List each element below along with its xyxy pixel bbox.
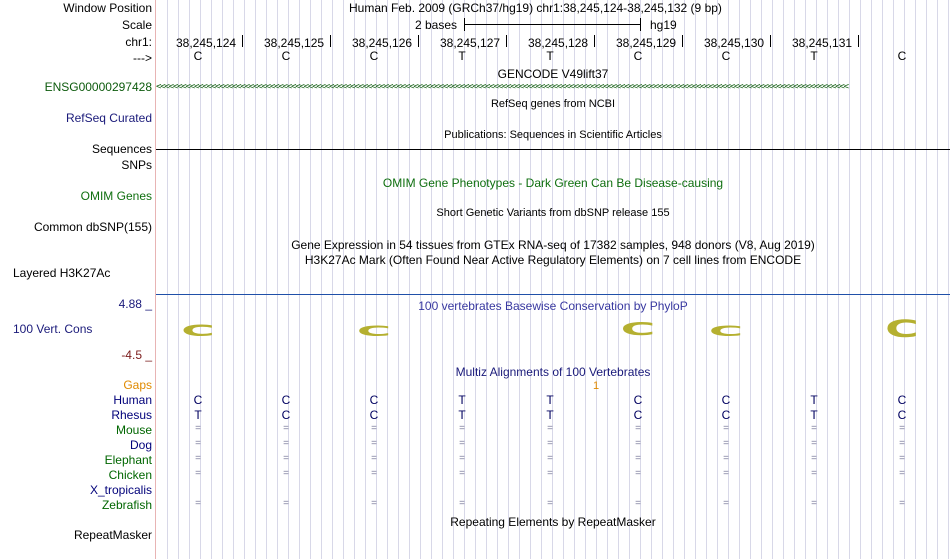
alignment-base: =: [723, 438, 729, 449]
reference-base: T: [458, 49, 466, 63]
coordinate-number: 38,245,127: [440, 36, 501, 50]
alignment-base: =: [371, 498, 377, 509]
alignment-base: T: [546, 393, 554, 407]
chrom-label: chr1:: [125, 35, 152, 49]
alignment-base: C: [633, 393, 643, 407]
species-label[interactable]: Mouse: [115, 423, 152, 437]
phylop-track-title: 100 vertebrates Basewise Conservation by PhyloP: [418, 299, 688, 313]
alignment-base: =: [459, 468, 465, 479]
alignment-base: T: [546, 408, 554, 422]
species-label[interactable]: Chicken: [108, 468, 152, 482]
alignment-base: =: [547, 438, 553, 449]
alignment-base: =: [283, 498, 289, 509]
reference-base: C: [633, 49, 643, 63]
alignment-base: =: [635, 438, 641, 449]
scale-label: Scale: [121, 18, 152, 32]
alignment-base: C: [281, 393, 291, 407]
coordinate-number: 38,245,126: [352, 36, 413, 50]
alignment-base: =: [459, 438, 465, 449]
alignment-base: =: [635, 453, 641, 464]
species-label[interactable]: Human: [113, 393, 152, 407]
conservation-letter: C: [885, 315, 919, 343]
alignment-base: C: [193, 393, 203, 407]
alignment-base: T: [458, 408, 466, 422]
alignment-base: =: [371, 423, 377, 434]
phylop-min-label: -4.5 _: [121, 348, 152, 362]
coordinate-tick: [418, 35, 419, 47]
alignment-base: T: [194, 408, 202, 422]
alignment-base: =: [547, 453, 553, 464]
alignment-base: =: [459, 453, 465, 464]
coordinate-tick: [242, 35, 243, 47]
strand-label: --->: [133, 51, 152, 65]
alignment-base: =: [635, 468, 641, 479]
repeatmasker-track-title: Repeating Elements by RepeatMasker: [450, 515, 656, 529]
window-position-value: Human Feb. 2009 (GRCh37/hg19) chr1:38,245,124-38,245,132 (9 bp): [349, 1, 722, 15]
refseq-curated-label[interactable]: RefSeq Curated: [65, 111, 152, 125]
alignment-base: =: [547, 498, 553, 509]
alignment-base: C: [369, 393, 379, 407]
alignment-base: =: [899, 423, 905, 434]
alignment-base: =: [899, 498, 905, 509]
layered-h3k27ac-label[interactable]: Layered H3K27Ac: [13, 266, 111, 280]
h3k27ac-track-title: H3K27Ac Mark (Often Found Near Active Regulatory Elements) on 7 cell lines from ENCODE: [304, 253, 802, 267]
alignment-base: =: [635, 423, 641, 434]
gap-count: 1: [593, 380, 600, 392]
alignment-base: C: [281, 408, 291, 422]
alignment-base: =: [811, 468, 817, 479]
alignment-base: =: [547, 468, 553, 479]
coordinate-tick: [506, 35, 507, 47]
coordinate-number: 38,245,129: [616, 36, 677, 50]
species-label[interactable]: Rhesus: [111, 408, 152, 422]
phylop-top-line: [156, 294, 950, 295]
gencode-track-title: GENCODE V49lift37: [497, 67, 609, 81]
alignment-base: =: [723, 423, 729, 434]
alignment-base: =: [811, 498, 817, 509]
alignment-base: =: [283, 438, 289, 449]
gaps-label[interactable]: Gaps: [123, 378, 152, 392]
alignment-base: =: [283, 468, 289, 479]
repeatmasker-label[interactable]: RepeatMasker: [73, 528, 152, 542]
alignment-base: =: [283, 423, 289, 434]
track-labels-panel: [0, 0, 156, 559]
snps-label[interactable]: SNPs: [121, 158, 152, 172]
alignment-base: C: [721, 393, 731, 407]
alignment-base: =: [195, 453, 201, 464]
species-label[interactable]: X_tropicalis: [89, 483, 152, 497]
alignment-base: =: [723, 453, 729, 464]
alignment-base: =: [195, 438, 201, 449]
coordinate-number: 38,245,125: [264, 36, 325, 50]
omim-genes-label[interactable]: OMIM Genes: [80, 189, 152, 203]
omim-track-title: OMIM Gene Phenotypes - Dark Green Can Be Disease-causing: [382, 176, 724, 190]
reference-base: C: [897, 49, 907, 63]
conservation-letter: C: [620, 319, 656, 340]
reference-base: C: [721, 49, 731, 63]
gencode-gene-label[interactable]: ENSG00000297428: [44, 80, 152, 94]
dbsnp-track-title: Short Genetic Variants from dbSNP release 155: [436, 207, 670, 219]
conservation-letter: C: [181, 321, 215, 340]
alignment-base: =: [899, 468, 905, 479]
vert-cons-label[interactable]: 100 Vert. Cons: [13, 322, 93, 336]
scale-assembly-text: hg19: [650, 18, 677, 32]
coordinate-tick: [682, 35, 683, 47]
gencode-gene-arrows[interactable]: <<<<<<<<<<<<<<<<<<<<<<<<<<<<<<<<<<<<<<<<<<<<<<<<<<<<<<<<<<<<<<<<<<<<<<<<<<<<<<<<<<<<<<<<<<<<<<<<<<<<<<<<<<<<<<<<<<<<<<<<<<<<<<<<<<<<<<<<<<<<<<<<<<<<<<<<<<<<<<<<<<<<: [156, 82, 848, 92]
alignment-base: =: [371, 453, 377, 464]
alignment-base: T: [810, 393, 818, 407]
reference-base: C: [281, 49, 291, 63]
alignment-base: C: [633, 408, 643, 422]
alignment-base: =: [811, 438, 817, 449]
alignment-base: =: [635, 498, 641, 509]
alignment-base: =: [899, 438, 905, 449]
alignment-base: C: [897, 393, 907, 407]
alignment-base: C: [721, 408, 731, 422]
common-dbsnp-label[interactable]: Common dbSNP(155): [33, 220, 152, 234]
sequences-label[interactable]: Sequences: [91, 142, 152, 156]
alignment-base: T: [458, 393, 466, 407]
coordinate-number: 38,245,128: [528, 36, 589, 50]
reference-base: C: [369, 49, 379, 63]
scale-bases-text: 2 bases: [415, 18, 458, 32]
alignment-base: =: [811, 453, 817, 464]
species-label[interactable]: Zebrafish: [101, 498, 152, 512]
multiz-track-title: Multiz Alignments of 100 Vertebrates: [455, 365, 651, 379]
alignment-base: =: [547, 423, 553, 434]
gtex-track-title: Gene Expression in 54 tissues from GTEx RNA-seq of 17382 samples, 948 donors (V8, Aug 2019): [291, 238, 815, 252]
refseq-track-title: RefSeq genes from NCBI: [490, 98, 616, 110]
alignment-base: =: [195, 498, 201, 509]
coordinate-number: 38,245,124: [176, 36, 237, 50]
species-label[interactable]: Dog: [129, 438, 152, 452]
alignment-base: =: [283, 453, 289, 464]
alignment-base: =: [723, 498, 729, 509]
alignment-base: =: [195, 468, 201, 479]
alignment-base: C: [369, 408, 379, 422]
coordinate-number: 38,245,131: [792, 36, 853, 50]
conservation-letter: C: [708, 324, 744, 340]
alignment-base: C: [897, 408, 907, 422]
reference-base: C: [193, 49, 203, 63]
alignment-base: =: [371, 468, 377, 479]
coordinate-tick: [330, 35, 331, 47]
alignment-base: =: [899, 453, 905, 464]
alignment-base: =: [459, 498, 465, 509]
alignment-base: T: [810, 408, 818, 422]
coordinate-tick: [770, 35, 771, 47]
window-position-label: Window Position: [63, 1, 152, 15]
alignment-base: =: [811, 423, 817, 434]
coordinate-number: 38,245,130: [704, 36, 765, 50]
phylop-max-label: 4.88 _: [118, 297, 152, 311]
publications-track-title: Publications: Sequences in Scientific Articles: [444, 129, 662, 141]
conservation-letter: C: [356, 324, 392, 340]
species-label[interactable]: Elephant: [104, 453, 152, 467]
alignment-base: =: [723, 468, 729, 479]
alignment-base: =: [371, 438, 377, 449]
coordinate-tick: [594, 35, 595, 47]
publications-sequence-line: [156, 149, 950, 150]
reference-base: T: [810, 49, 818, 63]
coordinate-tick: [858, 35, 859, 47]
alignment-base: =: [195, 423, 201, 434]
alignment-base: =: [459, 423, 465, 434]
reference-base: T: [546, 49, 554, 63]
